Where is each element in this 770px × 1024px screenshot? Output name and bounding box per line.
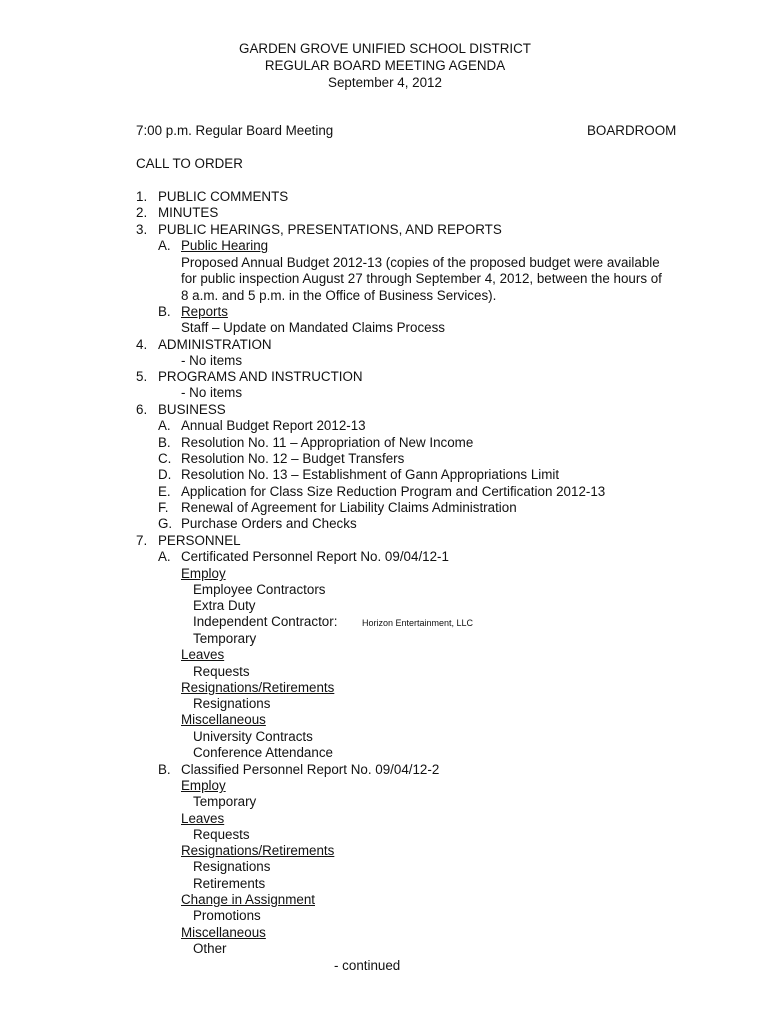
subitem-letter: B.	[158, 304, 171, 319]
subitem-letter: F.	[158, 500, 169, 515]
list-item: Conference Attendance	[193, 745, 333, 760]
subitem-letter: D.	[158, 467, 172, 482]
subitem-letter: A.	[158, 238, 171, 253]
list-item: Resignations	[193, 859, 271, 874]
list-item: Temporary	[193, 794, 257, 809]
list-item: University Contracts	[193, 729, 313, 744]
section-heading-employ: Employ	[181, 566, 226, 581]
section-heading-employ: Employ	[181, 778, 226, 793]
subitem-letter: B.	[158, 435, 171, 450]
subitem-description: 8 a.m. and 5 p.m. in the Office of Business Services).	[181, 288, 497, 303]
business-subitem: Renewal of Agreement for Liability Claims Administration	[181, 500, 517, 515]
item-title: PROGRAMS AND INSTRUCTION	[158, 369, 363, 384]
subitem-letter: E.	[158, 484, 171, 499]
list-item: Temporary	[193, 631, 257, 646]
list-item: Resignations	[193, 696, 271, 711]
list-item: Retirements	[193, 876, 266, 891]
item-number: 5.	[136, 369, 148, 384]
item-title: PERSONNEL	[158, 533, 241, 548]
call-to-order: CALL TO ORDER	[136, 156, 243, 171]
item-number: 2.	[136, 205, 148, 220]
section-heading-miscellaneous: Miscellaneous	[181, 925, 266, 940]
item-title: PUBLIC HEARINGS, PRESENTATIONS, AND REPORTS	[158, 222, 502, 237]
contractor-name: Horizon Entertainment, LLC	[362, 618, 474, 628]
subitem-description: Staff – Update on Mandated Claims Process	[181, 320, 445, 335]
list-item: Employee Contractors	[193, 582, 326, 597]
item-title: ADMINISTRATION	[158, 337, 272, 352]
section-heading-change-in-assignment: Change in Assignment	[181, 892, 315, 907]
agenda-title: REGULAR BOARD MEETING AGENDA	[264, 58, 506, 73]
list-item: Promotions	[193, 908, 261, 923]
section-heading-miscellaneous: Miscellaneous	[181, 712, 266, 727]
classified-report-title: Classified Personnel Report No. 09/04/12-2	[181, 762, 440, 777]
subitem-letter: B.	[158, 762, 171, 777]
item-title: BUSINESS	[158, 402, 226, 417]
district-name: GARDEN GROVE UNIFIED SCHOOL DISTRICT	[239, 41, 531, 56]
agenda-date: September 4, 2012	[328, 75, 442, 90]
no-items-note: - No items	[181, 353, 243, 368]
subitem-letter: A.	[158, 549, 171, 564]
subitem-letter: A.	[158, 418, 171, 433]
subitem-public-hearing: Public Hearing	[181, 238, 269, 253]
item-number: 6.	[136, 402, 148, 417]
subitem-reports: Reports	[181, 304, 228, 319]
subitem-letter: C.	[158, 451, 172, 466]
subitem-letter: G.	[158, 516, 173, 531]
item-title: MINUTES	[158, 205, 219, 220]
business-subitem: Resolution No. 11 – Appropriation of New Income	[181, 435, 474, 450]
business-subitem: Resolution No. 12 – Budget Transfers	[181, 451, 405, 466]
item-number: 4.	[136, 337, 148, 352]
business-subitem: Purchase Orders and Checks	[181, 516, 357, 531]
subitem-description: for public inspection August 27 through September 4, 2012, between the hours of	[181, 271, 662, 286]
meeting-location: BOARDROOM	[587, 123, 677, 138]
section-heading-leaves: Leaves	[181, 647, 225, 662]
certificated-report-title: Certificated Personnel Report No. 09/04/12-1	[181, 549, 449, 564]
item-number: 3.	[136, 222, 148, 237]
item-number: 1.	[136, 189, 148, 204]
business-subitem: Resolution No. 13 – Establishment of Gann Appropriations Limit	[181, 467, 560, 482]
list-item: Requests	[193, 664, 250, 679]
item-number: 7.	[136, 533, 148, 548]
item-title: PUBLIC COMMENTS	[158, 189, 289, 204]
list-item: Requests	[193, 827, 250, 842]
continued-note: - continued	[334, 958, 401, 973]
business-subitem: Application for Class Size Reduction Program and Certification 2012-13	[181, 484, 606, 499]
business-subitem: Annual Budget Report 2012-13	[181, 418, 366, 433]
section-heading-resignations-retirements: Resignations/Retirements	[181, 843, 335, 858]
meeting-time: 7:00 p.m. Regular Board Meeting	[136, 123, 334, 138]
no-items-note: - No items	[181, 385, 243, 400]
list-item: Other	[193, 941, 227, 956]
list-item: Extra Duty	[193, 598, 256, 613]
section-heading-resignations-retirements: Resignations/Retirements	[181, 680, 335, 695]
subitem-description: Proposed Annual Budget 2012-13 (copies of the proposed budget were available	[181, 255, 660, 270]
list-item: Independent Contractor:	[193, 614, 338, 629]
section-heading-leaves: Leaves	[181, 811, 225, 826]
